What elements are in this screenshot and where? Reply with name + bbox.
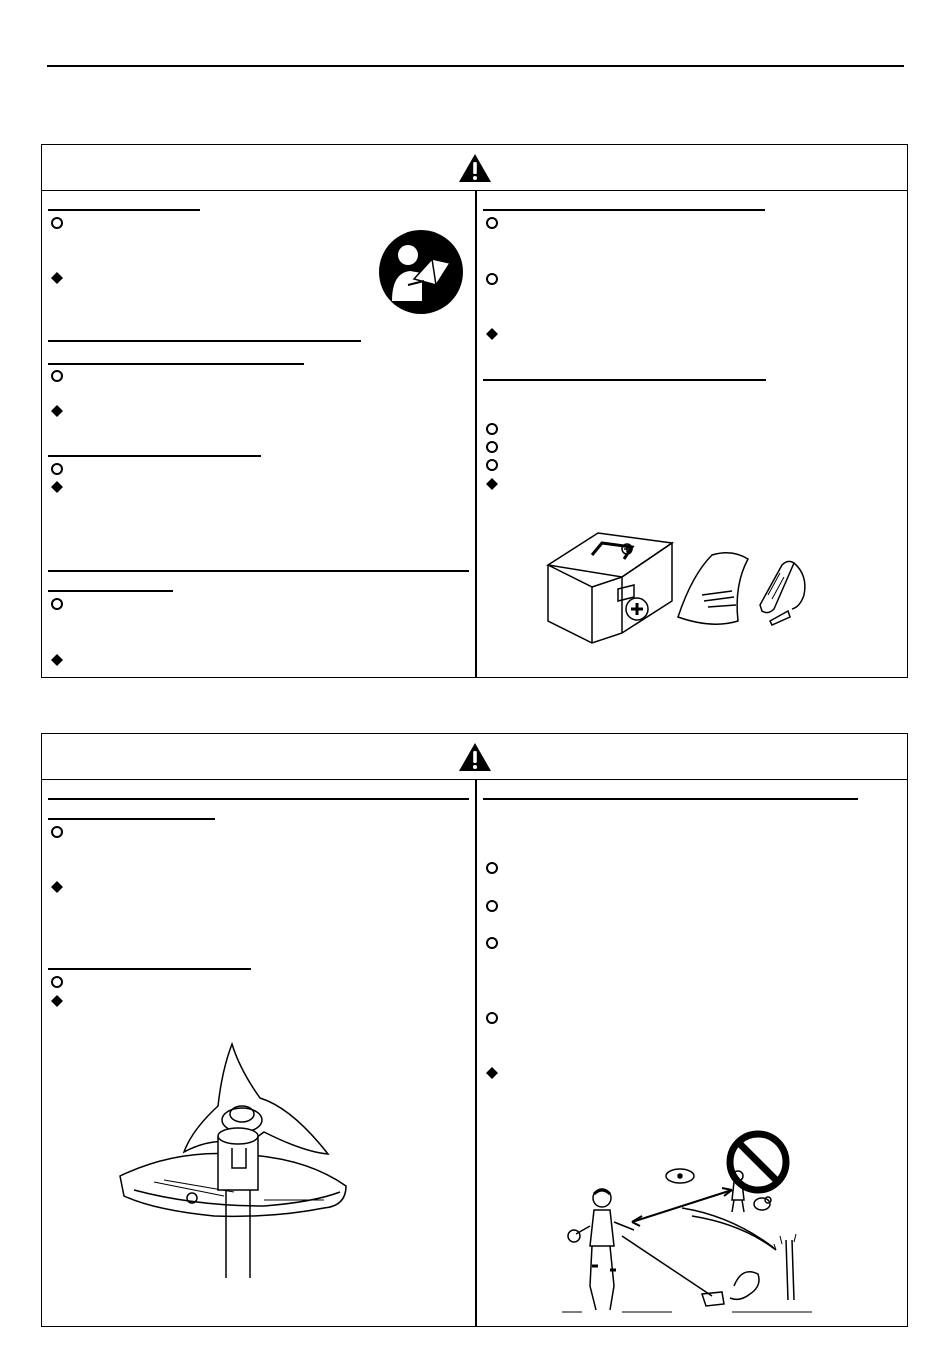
circle-bullet-icon bbox=[50, 216, 64, 230]
heading-underline bbox=[48, 570, 469, 572]
blade-guard-illustration bbox=[114, 1040, 348, 1282]
heading-underline bbox=[48, 209, 200, 211]
circle-bullet-icon bbox=[50, 462, 64, 476]
circle-bullet-icon bbox=[485, 440, 499, 454]
heading-underline bbox=[48, 455, 261, 457]
safe-distance-illustration bbox=[562, 1126, 812, 1316]
heading-underline bbox=[48, 968, 251, 970]
diamond-bullet-icon bbox=[485, 1066, 499, 1080]
diamond-bullet-icon bbox=[50, 480, 64, 494]
circle-bullet-icon bbox=[485, 458, 499, 472]
circle-bullet-icon bbox=[485, 861, 499, 875]
circle-bullet-icon bbox=[485, 899, 499, 913]
diamond-bullet-icon bbox=[50, 271, 64, 285]
heading-underline bbox=[48, 590, 173, 592]
heading-underline bbox=[48, 363, 304, 365]
panel-header bbox=[42, 145, 907, 191]
heading-underline bbox=[483, 209, 765, 211]
heading-underline bbox=[48, 818, 215, 820]
heading-underline bbox=[48, 340, 361, 342]
circle-bullet-icon bbox=[50, 975, 64, 989]
read-manual-icon bbox=[378, 229, 464, 315]
diamond-bullet-icon bbox=[50, 880, 64, 894]
diamond-bullet-icon bbox=[485, 477, 499, 491]
circle-bullet-icon bbox=[485, 936, 499, 950]
column-divider bbox=[475, 190, 477, 677]
warning-panel-2 bbox=[41, 733, 908, 1327]
circle-bullet-icon bbox=[50, 825, 64, 839]
circle-bullet-icon bbox=[485, 272, 499, 286]
heading-underline bbox=[48, 798, 469, 800]
heading-underline bbox=[483, 379, 766, 381]
top-rule bbox=[47, 65, 904, 67]
diamond-bullet-icon bbox=[50, 653, 64, 667]
circle-bullet-icon bbox=[485, 1011, 499, 1025]
circle-bullet-icon bbox=[50, 597, 64, 611]
heading-underline bbox=[483, 798, 858, 800]
panel-header bbox=[42, 734, 907, 780]
diamond-bullet-icon bbox=[485, 327, 499, 341]
diamond-bullet-icon bbox=[50, 404, 64, 418]
column-divider bbox=[475, 779, 477, 1326]
circle-bullet-icon bbox=[50, 369, 64, 383]
warning-triangle-icon bbox=[458, 742, 492, 772]
diamond-bullet-icon bbox=[50, 994, 64, 1008]
warning-panel-1 bbox=[41, 144, 908, 678]
circle-bullet-icon bbox=[485, 216, 499, 230]
first-aid-kit-illustration bbox=[542, 525, 842, 645]
warning-triangle-icon bbox=[458, 153, 492, 183]
circle-bullet-icon bbox=[485, 422, 499, 436]
